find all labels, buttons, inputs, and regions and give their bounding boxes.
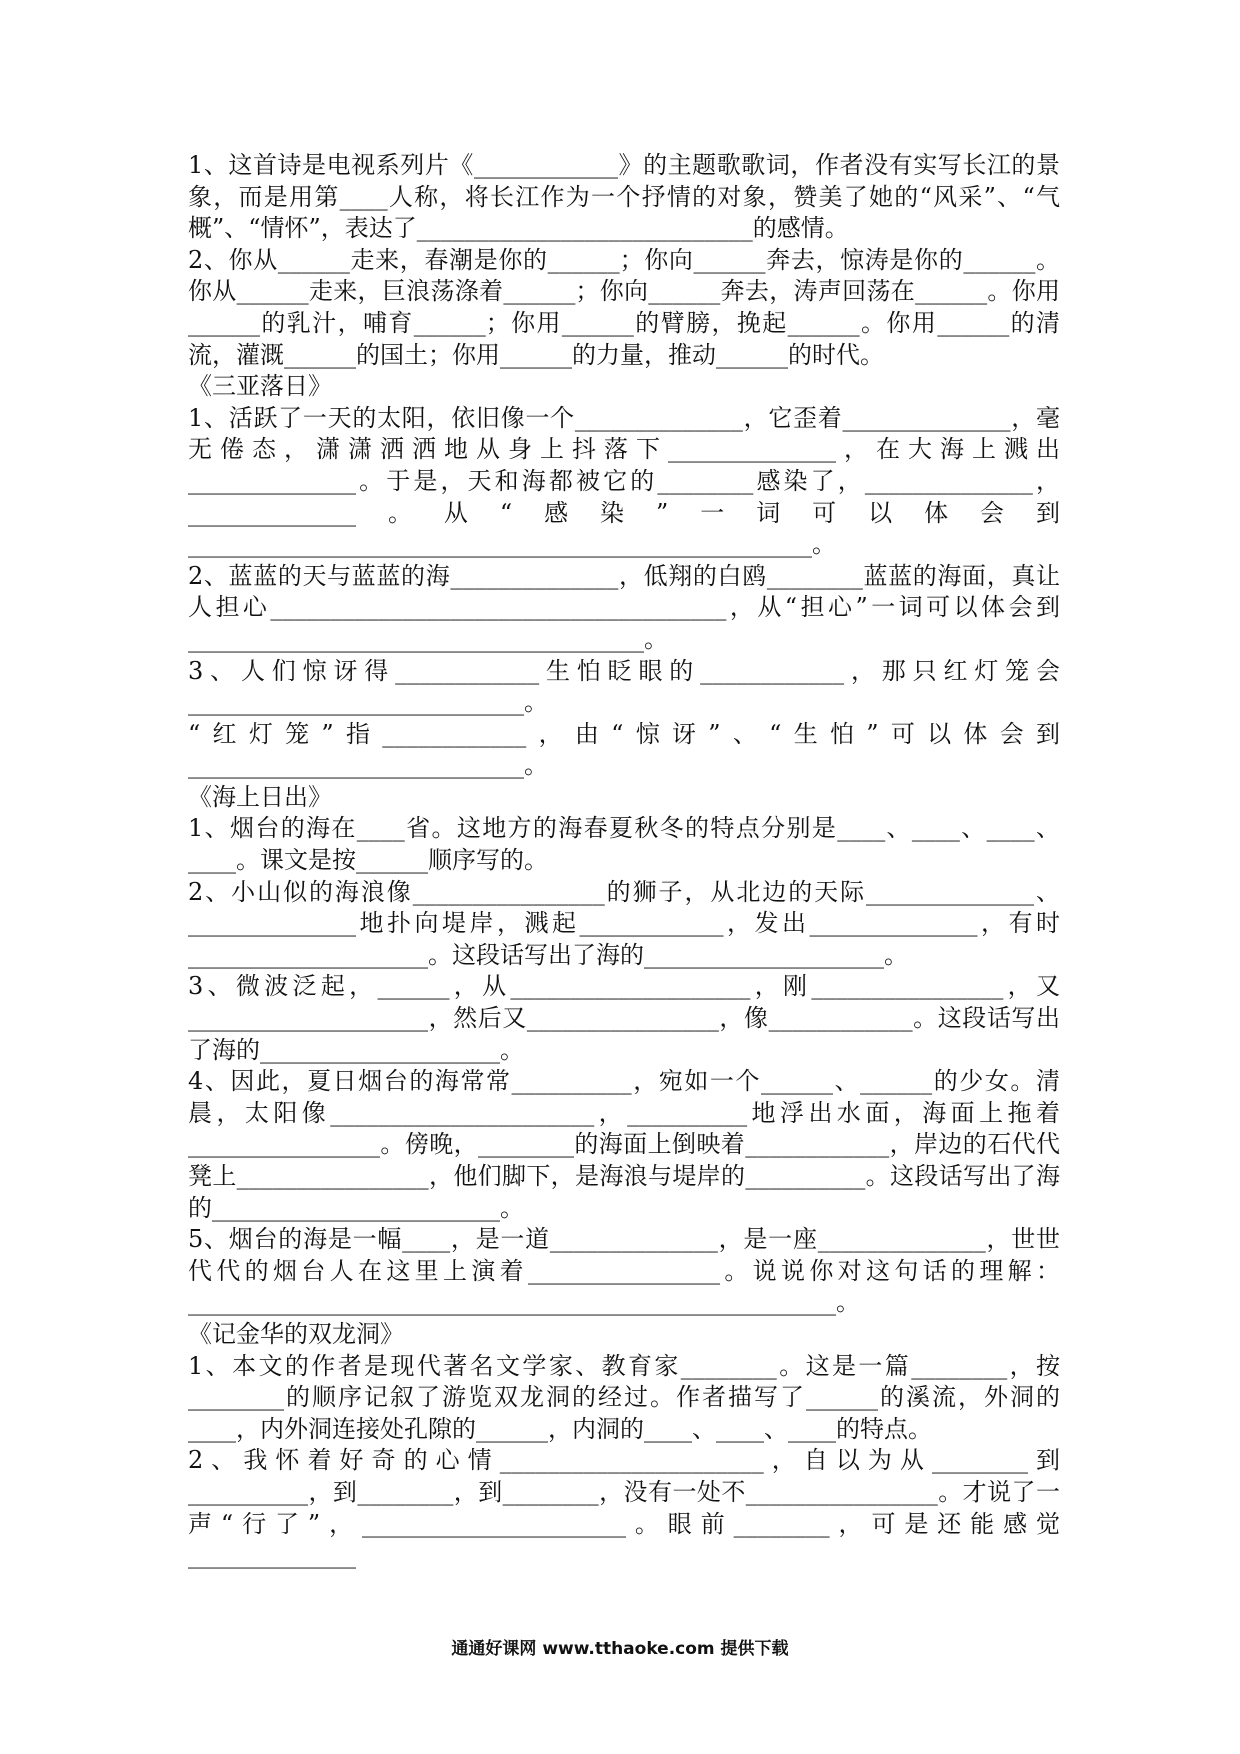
- s1-item-4: “红灯笼”指____________，由“惊讶”、“生怕”可以体会到____________________________。: [188, 719, 1060, 780]
- section-title-sunrise: 《海上日出》: [188, 782, 332, 811]
- s2-item-2: 2、小山似的海浪像________________的狮子，从北边的天际______________、______________地扑向堤岸，溅起____________，发出______________，有时____________________。这段话写出了海的____________________。: [188, 877, 1060, 969]
- section-title-sanya: 《三亚落日》: [188, 372, 332, 401]
- s2-item-3: 3、微波泛起，______，从____________________，刚________________，又____________________，然后又________________，像____________。这段话写出了海的____________________。: [188, 972, 1060, 1064]
- s1-item-2: 2、蓝蓝的天与蓝蓝的海______________，低翔的白鸥________蓝蓝的海面，真让人担心______________________________________，从“担心”一词可以体会到______________________________________。: [188, 561, 1060, 653]
- worksheet-page: [188, 150, 1060, 1572]
- s1-item-3: 3、人们惊讶得____________生怕眨眼的____________，那只红灯笼会____________________________。: [188, 656, 1060, 717]
- s2-item-5: 5、烟台的海是一幅____，是一道______________，是一座______________，世世代代的烟台人在这里上演着________________。说说你对这句话的理解：______________________________________________________。: [188, 1225, 1060, 1317]
- page-footer: 通通好课网 www.tthaoke.com 提供下载: [451, 1639, 789, 1659]
- s2-item-4: 4、因此，夏日烟台的海常常__________，宛如一个______、______的少女。清晨，太阳像______________________，__________地浮出水面，海面上拖着________________。傍晚，________的海面上倒映着____________，岸边的石代代凳上________________，他们脚下，是海浪与堤岸的__________。这段话写出了海的________________________。: [188, 1067, 1060, 1222]
- s1-item-1: 1、活跃了一天的太阳，依旧像一个______________，它歪着______________，毫无倦态，潇潇洒洒地从身上抖落下______________，在大海上溅出______________。于是，天和海都被它的________感染了，______________，______________。从“感染”一词可以体会到____________________________________________________。: [188, 403, 1060, 559]
- s0-item-1: 1、这首诗是电视系列片《____________》的主题歌歌词，作者没有实写长江的景象，而是用第____人称，将长江作为一个抒情的对象，赞美了她的“风采”、“气概”、“情怀”，表达了____________________________的感情。: [188, 151, 1060, 243]
- s3-item-1: 1、本文的作者是现代著名文学家、教育家________。这是一篇________，按________的顺序记叙了游览双龙洞的经过。作者描写了______的溪流，外洞的____，内外洞连接处孔隙的______，内洞的____、____、____的特点。: [188, 1351, 1060, 1443]
- section-title-shuanglong: 《记金华的双龙洞》: [188, 1319, 404, 1348]
- s2-item-1: 1、烟台的海在____省。这地方的海春夏秋冬的特点分别是____、____、____、____。课文是按______顺序写的。: [188, 814, 1060, 875]
- s3-item-2: 2、我怀着好奇的心情______________________，自以为从________到__________，到________，到________，没有一处不________________。才说了一声“行了”，______________________。眼前________，可是还能感觉______________: [188, 1446, 1060, 1570]
- s0-item-2: 2、你从______走来，春潮是你的______；你向______奔去，惊涛是你的______。你从______走来，巨浪荡涤着______；你向______奔去，涛声回荡在______。你用______的乳汁，哺育______；你用______的臂膀，挽起______。你用______的清流，灌溉______的国土；你用______的力量，推动______的时代。: [188, 245, 1060, 369]
